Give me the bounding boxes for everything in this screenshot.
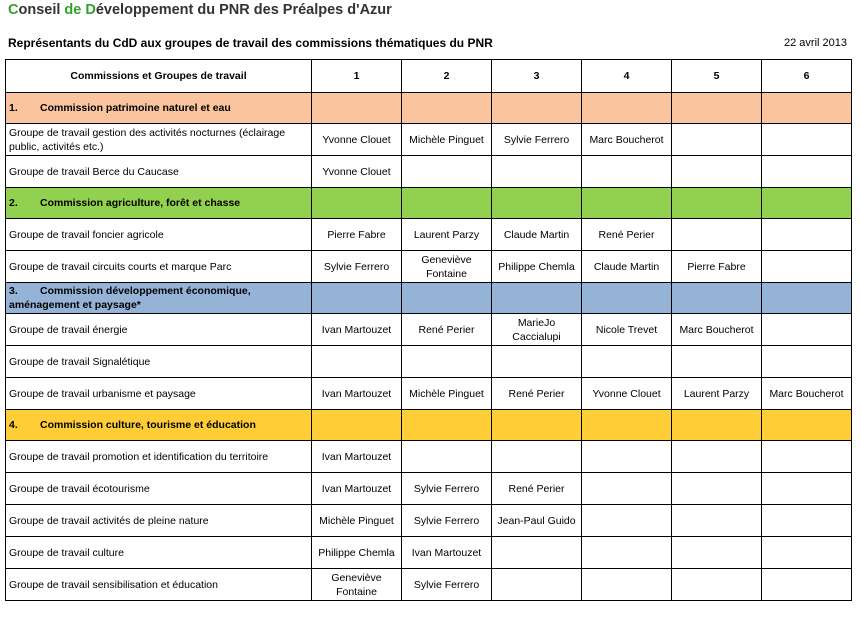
representative-cell [762,473,852,505]
representative-cell [762,441,852,473]
working-group-label: Groupe de travail sensibilisation et éducation [6,569,312,601]
commission-label: Commission patrimoine naturel et eau [40,102,231,114]
representative-cell [402,441,492,473]
document-title [8,2,392,18]
column-header-6: 6 [762,60,852,93]
commission-title-cell [6,188,312,219]
representative-cell: Michèle Pinguet [312,505,402,537]
table-header-row [6,60,852,93]
representative-cell: Sylvie Ferrero [312,251,402,283]
commission-number: 1. [9,102,18,114]
representative-cell: Nicole Trevet [582,314,672,346]
representative-cell [492,156,582,188]
working-group-row [6,569,852,601]
working-group-label: Groupe de travail gestion des activités nocturnes (éclairage public, activités etc.) [6,124,312,156]
commission-empty-cell [762,188,852,219]
representative-cell [762,219,852,251]
representative-cell [672,569,762,601]
column-header-5: 5 [672,60,762,93]
representative-cell [492,346,582,378]
representative-cell: Laurent Parzy [402,219,492,251]
commission-empty-cell [402,188,492,219]
representative-cell [762,314,852,346]
representative-cell [582,569,672,601]
working-group-label: Groupe de travail Signalétique [6,346,312,378]
representative-cell: Michèle Pinguet [402,378,492,410]
representative-cell: Sylvie Ferrero [402,473,492,505]
commission-empty-cell [312,410,402,441]
representative-cell [402,346,492,378]
working-group-row [6,219,852,251]
working-group-row [6,505,852,537]
representative-cell [762,505,852,537]
commission-row [6,283,852,314]
representative-cell: MarieJo Caccialupi [492,314,582,346]
representative-cell [402,156,492,188]
representative-cell: Marc Boucherot [672,314,762,346]
representative-cell [672,473,762,505]
representative-cell: Pierre Fabre [312,219,402,251]
working-group-row [6,314,852,346]
working-group-label: Groupe de travail circuits courts et marque Parc [6,251,312,283]
representative-cell: Philippe Chemla [492,251,582,283]
column-header-4: 4 [582,60,672,93]
representative-cell: Claude Martin [582,251,672,283]
working-group-label: Groupe de travail culture [6,537,312,569]
working-group-label: Groupe de travail écotourisme [6,473,312,505]
representative-cell: Geneviève Fontaine [402,251,492,283]
column-header-groups: Commissions et Groupes de travail [6,60,312,93]
representative-cell [672,537,762,569]
commission-row [6,188,852,219]
commission-row [6,410,852,441]
representative-cell: Sylvie Ferrero [402,505,492,537]
representative-cell: Marc Boucherot [762,378,852,410]
representative-cell: Ivan Martouzet [402,537,492,569]
commission-empty-cell [582,410,672,441]
working-group-row [6,346,852,378]
representative-cell: Marc Boucherot [582,124,672,156]
commission-number: 2. [9,197,18,209]
representative-cell: Jean-Paul Guido [492,505,582,537]
commission-empty-cell [492,188,582,219]
working-group-label: Groupe de travail urbanisme et paysage [6,378,312,410]
representative-cell: Pierre Fabre [672,251,762,283]
commission-empty-cell [672,93,762,124]
commission-empty-cell [492,283,582,314]
working-group-row [6,378,852,410]
table-body [6,93,852,601]
commission-title-cell [6,283,312,314]
working-group-row [6,537,852,569]
commission-empty-cell [492,93,582,124]
document-subtitle: Représentants du CdD aux groupes de travail des commissions thématiques du PNR [8,36,493,50]
column-header-3: 3 [492,60,582,93]
commission-number: 3. [9,285,18,297]
representative-cell: Sylvie Ferrero [492,124,582,156]
representative-cell [582,505,672,537]
commission-empty-cell [312,283,402,314]
commission-empty-cell [492,410,582,441]
commission-empty-cell [402,410,492,441]
commission-empty-cell [672,188,762,219]
commission-empty-cell [672,283,762,314]
representative-cell [762,537,852,569]
representative-cell: Laurent Parzy [672,378,762,410]
commission-row [6,93,852,124]
representative-cell [762,124,852,156]
representative-cell: René Perier [492,378,582,410]
working-group-label: Groupe de travail Berce du Caucase [6,156,312,188]
representative-cell [582,156,672,188]
representative-cell [312,346,402,378]
title-part-de: de [64,2,82,18]
commission-empty-cell [672,410,762,441]
commission-empty-cell [402,283,492,314]
representative-cell: Yvonne Clouet [312,124,402,156]
representative-cell: René Perier [492,473,582,505]
representative-cell [672,156,762,188]
commission-empty-cell [582,93,672,124]
representative-cell: Ivan Martouzet [312,314,402,346]
commission-empty-cell [762,283,852,314]
title-initial-d: D [85,2,96,18]
working-group-row [6,251,852,283]
commission-number: 4. [9,419,18,431]
working-group-row [6,473,852,505]
representative-cell: Yvonne Clouet [582,378,672,410]
representative-cell [762,156,852,188]
title-part-onseil: onseil [18,2,65,18]
commission-empty-cell [762,410,852,441]
representative-cell: Philippe Chemla [312,537,402,569]
representative-cell: René Perier [402,314,492,346]
representative-cell [672,505,762,537]
working-group-label: Groupe de travail énergie [6,314,312,346]
title-initial-c: C [8,2,19,18]
commission-empty-cell [402,93,492,124]
commission-title-cell [6,93,312,124]
representative-cell [762,346,852,378]
representative-cell [582,346,672,378]
representative-cell: Sylvie Ferrero [402,569,492,601]
working-group-label: Groupe de travail activités de pleine nature [6,505,312,537]
column-header-1: 1 [312,60,402,93]
representative-cell [672,219,762,251]
representative-cell [762,251,852,283]
commission-empty-cell [762,93,852,124]
representative-cell [582,441,672,473]
document-date: 22 avril 2013 [784,37,847,49]
representative-cell: Ivan Martouzet [312,473,402,505]
representative-cell [492,569,582,601]
representatives-table [5,59,852,601]
representative-cell [672,124,762,156]
representative-cell [582,537,672,569]
representative-cell [582,473,672,505]
representative-cell: Claude Martin [492,219,582,251]
representative-cell [672,441,762,473]
representative-cell: Geneviève Fontaine [312,569,402,601]
representative-cell [762,569,852,601]
commission-empty-cell [312,188,402,219]
commission-title-cell [6,410,312,441]
commission-label: Commission développement économique, aménagement et paysage* [9,285,251,311]
representative-cell [672,346,762,378]
representative-cell [492,441,582,473]
commission-label: Commission agriculture, forêt et chasse [40,197,241,209]
representative-cell: René Perier [582,219,672,251]
commission-empty-cell [582,283,672,314]
working-group-row [6,156,852,188]
working-group-row [6,124,852,156]
representative-cell: Michèle Pinguet [402,124,492,156]
working-group-label: Groupe de travail promotion et identification du territoire [6,441,312,473]
commission-empty-cell [582,188,672,219]
working-group-label: Groupe de travail foncier agricole [6,219,312,251]
representative-cell [492,537,582,569]
working-group-row [6,441,852,473]
representative-cell: Ivan Martouzet [312,378,402,410]
commission-label: Commission culture, tourisme et éducation [40,419,256,431]
representative-cell: Ivan Martouzet [312,441,402,473]
commission-empty-cell [312,93,402,124]
title-part-rest: éveloppement du PNR des Préalpes d'Azur [95,2,392,18]
column-header-2: 2 [402,60,492,93]
representative-cell: Yvonne Clouet [312,156,402,188]
